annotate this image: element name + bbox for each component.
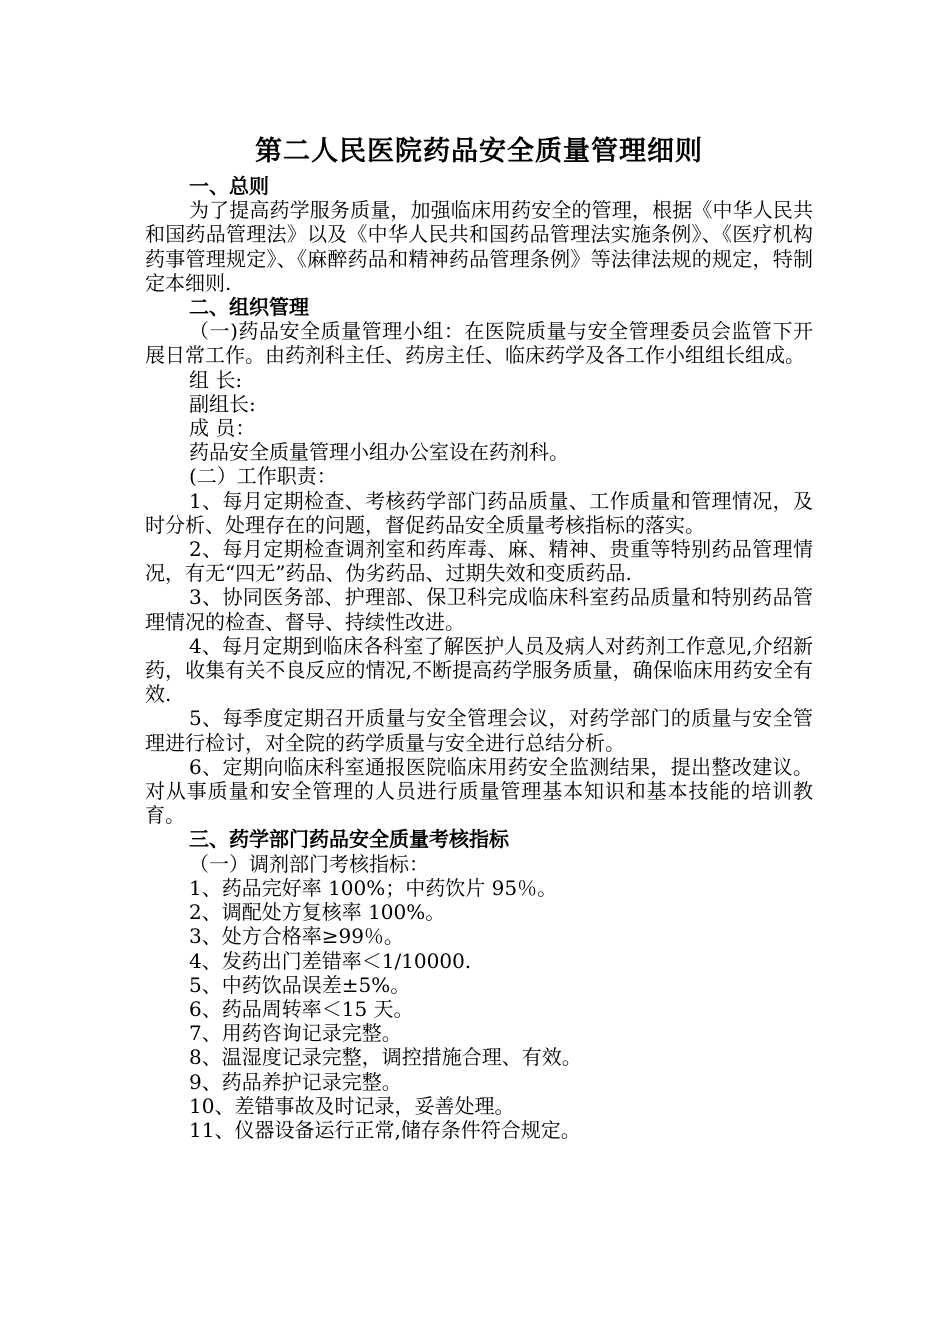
list-item: 4、发药出门差错率＜1/10000. [189, 948, 472, 973]
paragraph-team: （一)药品安全质量管理小组：在医院质量与安全管理委员会监管下开展日常工作。由药剂科主任、药房主任、临床药学及各工作小组组长组成。 [145, 319, 813, 368]
list-item: 5、中药饮品误差±5%。 [189, 972, 411, 997]
paragraph-indicators-subheading: （一）调剂部门考核指标： [189, 851, 429, 876]
list-item: 4、每月定期到临床各科室了解医护人员及病人对药剂工作意见,介绍新药，收集有关不良反应的情况,不断提高药学服务质量，确保临床用药安全有效. [145, 633, 813, 707]
list-item: 9、药品养护记录完整。 [189, 1069, 402, 1094]
section-heading-indicators: 三、药学部门药品安全质量考核指标 [189, 827, 509, 852]
list-item: 3、处方合格率≥99％。 [189, 924, 404, 949]
paragraph-general-body: 为了提高药学服务质量，加强临床用药安全的管理，根据《中华人民共和国药品管理法》以及《中华人民共和国药品管理法实施条例》、《医疗机构药事管理规定》、《麻醉药品和精神药品管理条例》等法律法规的规定，特制定本细则. [145, 198, 813, 295]
list-item: 1、药品完好率 100%；中药饮片 95％。 [189, 875, 558, 900]
document-title: 第二人民医院药品安全质量管理细则 [255, 136, 703, 167]
paragraph-duties-heading: (二）工作职责： [189, 464, 337, 489]
list-item: 3、协同医务部、护理部、保卫科完成临床科室药品质量和特别药品管理情况的检查、督导、持续性改进。 [145, 585, 813, 634]
paragraph-office: 药品安全质量管理小组办公室设在药剂科。 [189, 440, 569, 465]
list-item: 10、差错事故及时记录，妥善处理。 [189, 1093, 515, 1118]
list-item: 7、用药咨询记录完整。 [189, 1021, 402, 1046]
list-item: 11、仪器设备运行正常,储存条件符合规定。 [189, 1117, 581, 1142]
list-item: 5、每季度定期召开质量与安全管理会议，对药学部门的质量与安全管理进行检讨，对全院的药学质量与安全进行总结分析。 [145, 706, 813, 755]
paragraph-leader: 组 长: [189, 367, 243, 392]
section-heading-general: 一、总则 [189, 174, 269, 198]
list-item: 2、每月定期检查调剂室和药库毒、麻、精神、贵重等特别药品管理情况，有无“四无”药品、伪劣药品、过期失效和变质药品. [145, 537, 813, 586]
list-item: 6、药品周转率＜15 天。 [189, 996, 414, 1021]
list-item: 8、温湿度记录完整，调控措施合理、有效。 [189, 1045, 582, 1070]
list-item: 6、定期向临床科室通报医院临床用药安全监测结果，提出整改建议。对从事质量和安全管理的人员进行质量管理基本知识和基本技能的培训教育。 [145, 754, 813, 828]
list-item: 2、调配处方复核率 100%。 [189, 900, 446, 925]
document-page [145, 130, 813, 1142]
section-heading-organization: 二、组织管理 [189, 295, 309, 320]
paragraph-members: 成 员： [189, 416, 256, 441]
paragraph-deputy-leader: 副组长: [189, 391, 256, 416]
list-item: 1、每月定期检查、考核药学部门药品质量、工作质量和管理情况，及时分析、处理存在的问题，督促药品安全质量考核指标的落实。 [145, 488, 813, 537]
